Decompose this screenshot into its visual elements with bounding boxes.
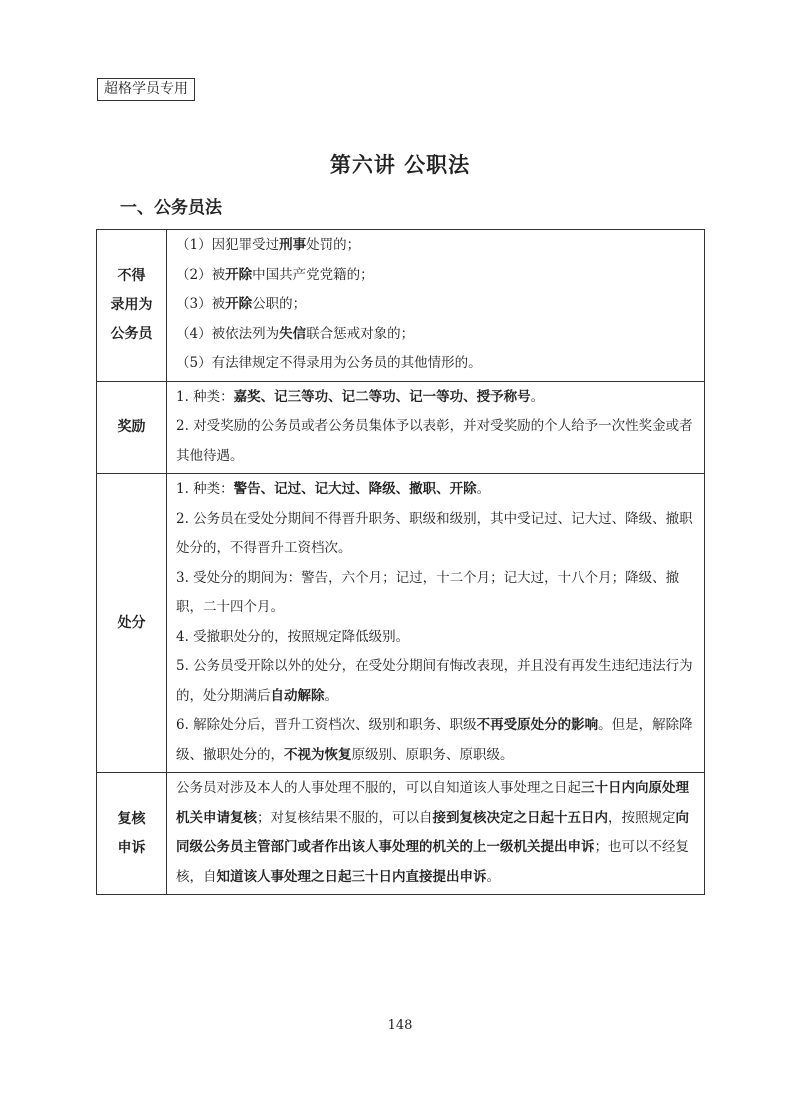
- row-content-review-appeal: 公务员对涉及本人的人事处理不服的，可以自知道该人事处理之日起三十日内向原处理机关申请复核；对复核结果不服的，可以自接到复核决定之日起十五日内，按照规定向同级公务员主管部门或者作出该人事处理的机关的上一级机关提出申诉；也可以不经复核，自知道该人事处理之日起三十日内直接提出申诉。: [167, 773, 705, 895]
- list-item: 3. 受处分的期间为：警告，六个月；记过，十二个月；记大过，十八个月；降级、撤职，二十四个月。: [176, 569, 680, 615]
- table-row-rewards: [97, 381, 705, 474]
- table-row-review-appeal: [97, 773, 705, 895]
- list-item: （4）被依法列为失信联合惩戒对象的；: [176, 325, 415, 342]
- row-content-sanctions: [167, 474, 705, 773]
- row-content-rewards: [167, 381, 705, 474]
- list-item: 4. 受撤职处分的，按照规定降低级别。: [176, 628, 410, 645]
- list-item: （3）被开除公职的；: [176, 296, 307, 312]
- list-item: （2）被开除中国共产党党籍的；: [176, 266, 374, 283]
- list-item: 2. 公务员在受处分期间不得晋升职务、职级和级别，其中受记过、记大过、降级、撤职处分的，不得晋升工资档次。: [176, 510, 693, 556]
- row-label-review-appeal: 复核 申诉: [97, 773, 167, 895]
- list-item: （1）因犯罪受过刑事处罚的；: [176, 237, 361, 253]
- row-label-sanctions: 处分: [97, 474, 167, 773]
- civil-servant-law-table: [96, 229, 705, 895]
- list-item: 5. 公务员受开除以外的处分，在受处分期间有悔改表现，并且没有再发生违纪违法行为的，处分期满后自动解除。: [176, 658, 693, 704]
- section-title: 一、公务员法: [120, 198, 222, 218]
- list-item: 2. 对受奖励的公务员或者公务员集体予以表彰，并对受奖励的个人给予一次性奖金或者其他待遇。: [176, 418, 693, 464]
- chapter-title: 第六讲 公职法: [329, 153, 471, 177]
- list-item: 1. 种类：警告、记过、记大过、降级、撤职、开除。: [176, 481, 491, 497]
- list-item: 6. 解除处分后，晋升工资档次、级别和职务、职级不再受原处分的影响。但是，解除降级、撤职处分的，不视为恢复原级别、原职务、原职级。: [176, 717, 693, 763]
- list-item: 1. 种类：嘉奖、记三等功、记二等功、记一等功、授予称号。: [176, 388, 545, 405]
- row-label-not-eligible: 不得 录用为 公务员: [97, 230, 167, 382]
- table-row-sanctions: [97, 474, 705, 773]
- row-content-not-eligible: [167, 230, 705, 382]
- row-label-rewards: 奖励: [97, 381, 167, 474]
- list-item: （5）有法律规定不得录用为公务员的其他情形的。: [176, 355, 482, 371]
- exclusive-stamp: 超格学员专用: [97, 78, 195, 101]
- table-row-not-eligible: [97, 230, 705, 382]
- page-number: 148: [387, 1018, 413, 1033]
